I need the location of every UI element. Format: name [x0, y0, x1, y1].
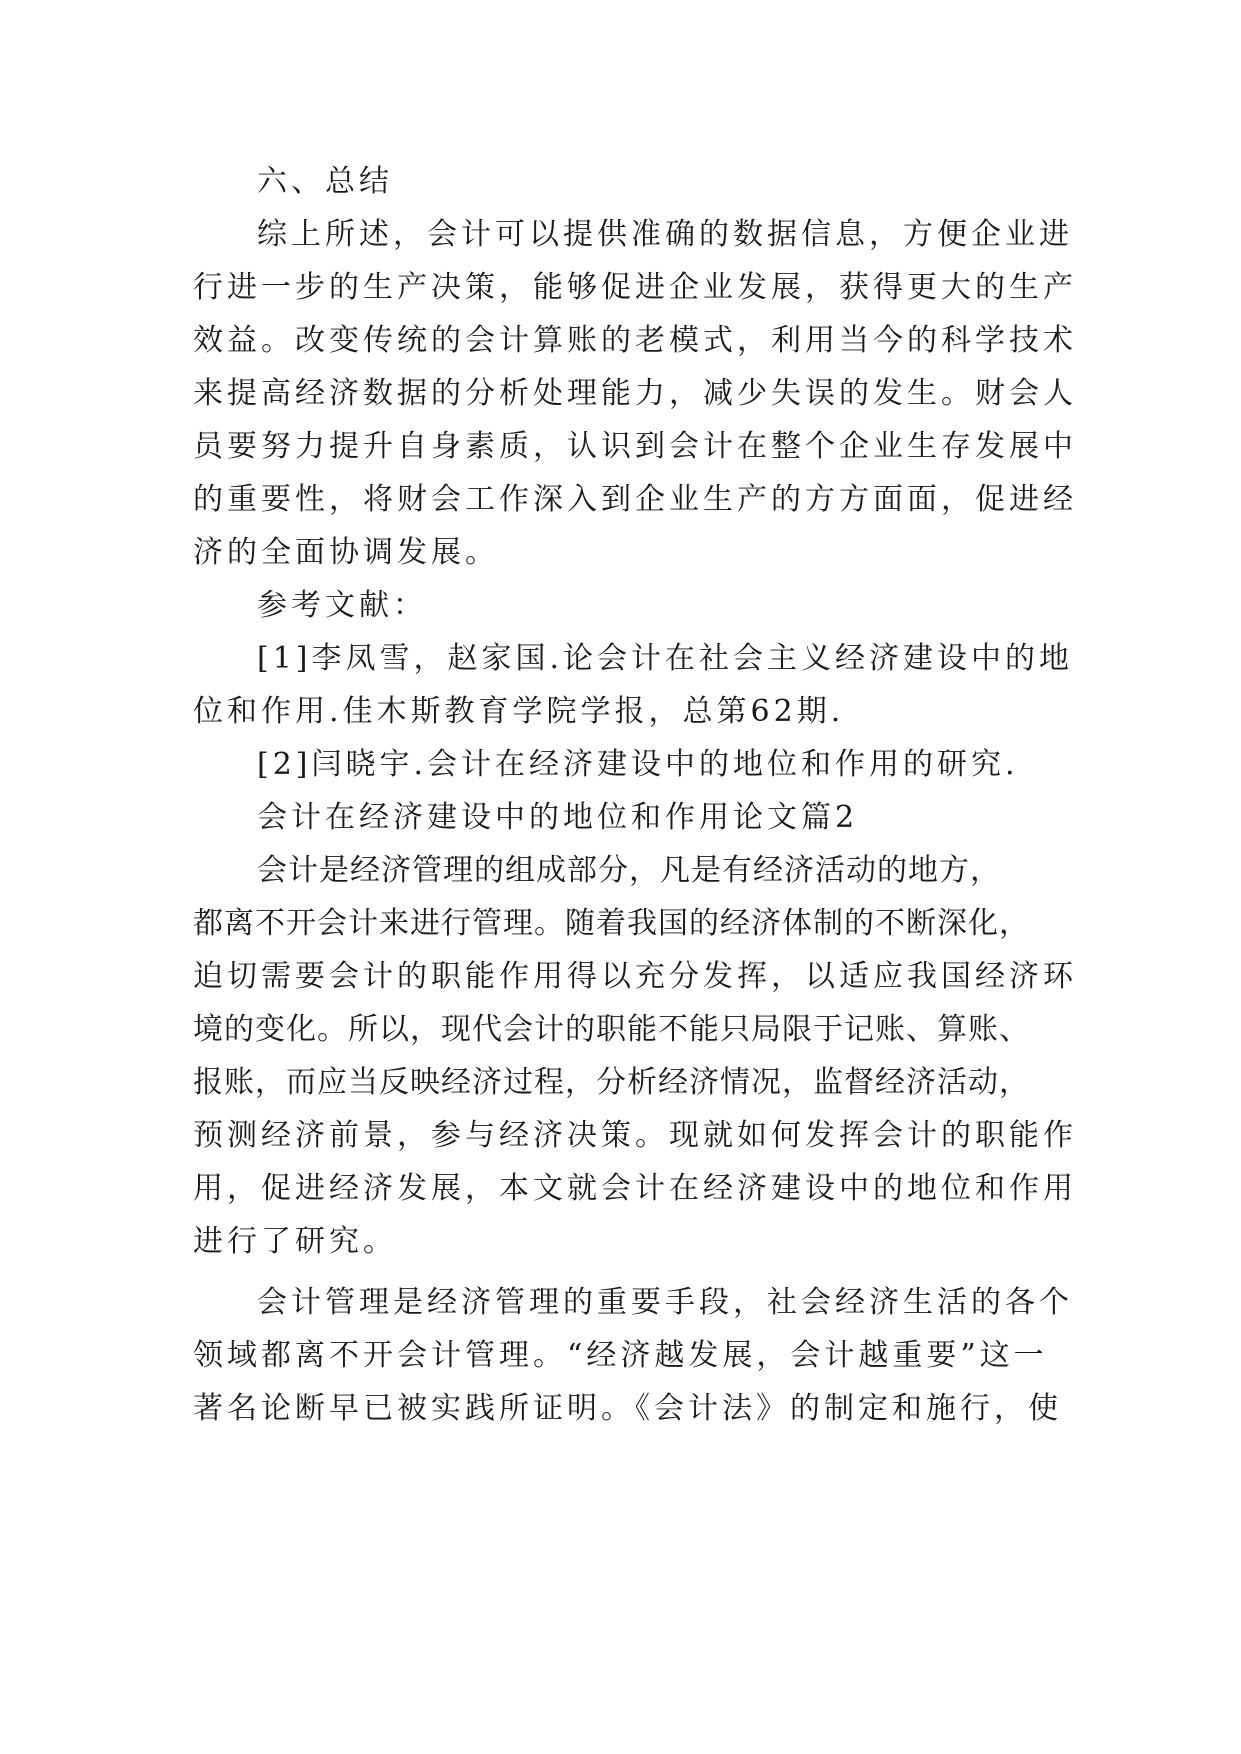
paragraph-line: 著名论断早已被实践所证明。《会计法》的制定和施行，使 — [193, 1391, 1062, 1426]
article-title: 会计在经济建设中的地位和作用论文篇2 — [257, 800, 859, 835]
paragraph-line: 济的全面协调发展。 — [193, 535, 499, 570]
paragraph-line: 会计管理是经济管理的重要手段，社会经济生活的各个 — [257, 1285, 1073, 1320]
paragraph-line: 报账，而应当反映经济过程，分析经济情况，监督经济活动， — [193, 1065, 1030, 1100]
paragraph-1 — [193, 844, 1077, 1268]
paragraph-line: 用，促进经济发展，本文就会计在经济建设中的地位和作用 — [193, 1171, 1077, 1206]
summary-paragraph — [193, 208, 1077, 579]
paragraph-line: 领域都离不开会计管理。“经济越发展，会计越重要”这一 — [193, 1338, 1048, 1373]
paragraph-line: 的重要性，将财会工作深入到企业生产的方方面面，促进经 — [193, 482, 1077, 517]
references-heading: 参考文献： — [257, 588, 427, 623]
paragraph-line: 进行了研究。 — [193, 1224, 397, 1259]
paragraph-2 — [193, 1276, 1073, 1435]
paragraph-line: 会计是经济管理的组成部分，凡是有经济活动的地方， — [257, 853, 1001, 888]
section-heading: 六、总结 — [257, 164, 393, 199]
paragraph-line: 境的变化。所以，现代会计的职能不能只局限于记账、算账、 — [193, 1012, 1030, 1047]
reference-item-1: [1]李凤雪，赵家国.论会计在社会主义经济建设中的地 — [257, 641, 1074, 676]
paragraph-line: 来提高经济数据的分析处理能力，减少失误的发生。财会人 — [193, 376, 1077, 411]
reference-item-1-continued: 位和作用.佳木斯教育学院学报，总第62期. — [193, 694, 845, 729]
reference-item-2: [2]闫晓宇.会计在经济建设中的地位和作用的研究. — [257, 747, 1019, 782]
paragraph-line: 效益。改变传统的会计算账的老模式，利用当今的科学技术 — [193, 323, 1077, 358]
paragraph-line: 员要努力提升自身素质，认识到会计在整个企业生存发展中 — [193, 429, 1077, 464]
document-body — [193, 155, 1077, 1435]
paragraph-line: 综上所述，会计可以提供准确的数据信息，方便企业进 — [257, 217, 1073, 252]
paragraph-line: 行进一步的生产决策，能够促进企业发展，获得更大的生产 — [193, 270, 1077, 305]
paragraph-line: 都离不开会计来进行管理。随着我国的经济体制的不断深化， — [193, 906, 1030, 941]
paragraph-line: 预测经济前景，参与经济决策。现就如何发挥会计的职能作 — [193, 1118, 1077, 1153]
reference-list — [193, 632, 1074, 791]
paragraph-line: 迫切需要会计的职能作用得以充分发挥，以适应我国经济环 — [193, 959, 1077, 994]
